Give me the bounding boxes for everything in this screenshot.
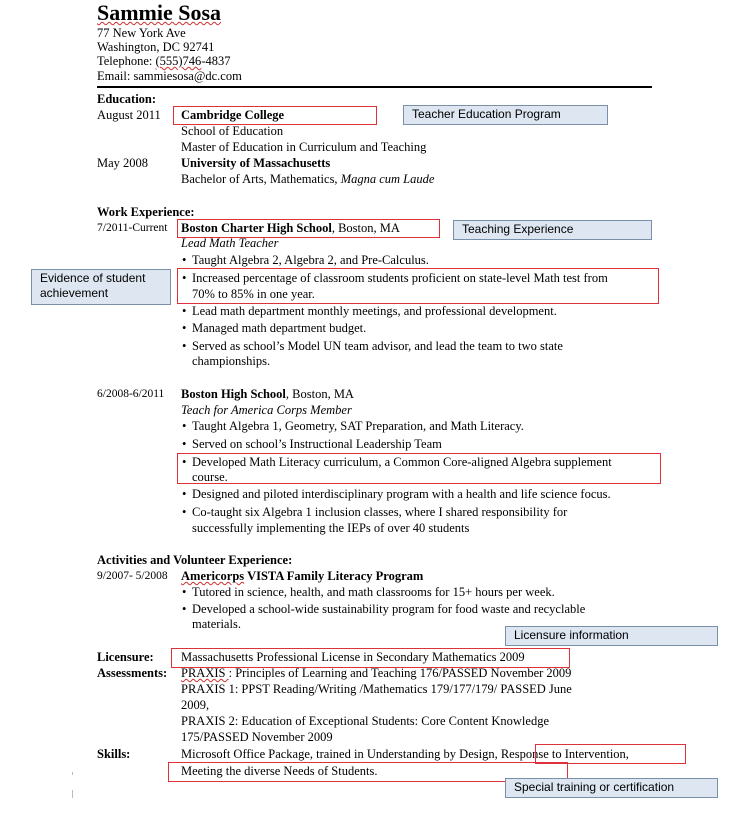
callout-teacher-education: Teacher Education Program: [403, 105, 608, 125]
activities-org: Americorps VISTA Family Literacy Program: [181, 569, 424, 583]
margin-mark: [72, 790, 73, 798]
callout-teaching-experience: Teaching Experience: [453, 220, 652, 240]
job1-employer: Boston Charter High School, Boston, MA: [181, 221, 400, 235]
annotation-box-charter-school: [177, 219, 440, 238]
activities-date: 9/2007- 5/2008: [97, 570, 168, 582]
annotation-box-college: [173, 106, 377, 125]
margin-mark-small: [72, 772, 73, 775]
skills-line-2: Meeting the diverse Needs of Students.: [181, 764, 378, 778]
education-heading: Education:: [97, 92, 157, 106]
education-detail-1a: School of Education: [181, 124, 284, 138]
callout-licensure: Licensure information: [505, 626, 718, 646]
annotation-box-response-intervention: [535, 744, 686, 764]
callout-student-achievement: Evidence of student achievement: [31, 269, 171, 305]
job1-bullet-1: • Taught Algebra 2, Algebra 2, and Pre-Calculus.: [192, 253, 429, 268]
job1-bullet-2-cont: 70% to 85% in one year.: [192, 287, 315, 301]
education-school-1: Cambridge College: [181, 108, 285, 122]
job2-employer: Boston High School, Boston, MA: [181, 387, 354, 401]
activities-bullet-2-cont: materials.: [192, 617, 241, 631]
activities-heading: Activities and Volunteer Experience:: [97, 553, 293, 567]
job2-bullet-2: • Served on school’s Instructional Leadership Team: [192, 437, 442, 452]
telephone: Telephone: (555)746-4837: [97, 54, 231, 68]
job2-bullet-1: • Taught Algebra 1, Geometry, SAT Preparation, and Math Literacy.: [192, 419, 524, 434]
job2-bullet-4: • Designed and piloted interdisciplinary program with a health and life science focus.: [192, 487, 611, 502]
education-detail-1b: Master of Education in Curriculum and Teaching: [181, 140, 427, 154]
assessments-line-2: PRAXIS 1: PPST Reading/Writing /Mathematics 179/177/179/ PASSED June: [181, 682, 572, 696]
job1-bullet-3: • Lead math department monthly meetings, and professional development.: [192, 304, 557, 319]
header-divider: [97, 86, 652, 88]
assessments-heading: Assessments:: [97, 666, 168, 680]
job2-bullet-3-cont: course.: [192, 470, 228, 484]
job2-bullet-5: • Co-taught six Algebra 1 inclusion classes, where I shared responsibility for: [192, 505, 567, 520]
assessments-line-4: PRAXIS 2: Education of Exceptional Students: Core Content Knowledge: [181, 714, 550, 728]
education-date-1: August 2011: [97, 108, 161, 122]
annotation-box-curriculum: [177, 453, 661, 484]
annotation-box-student-achievement: [177, 268, 659, 304]
job1-bullet-5: • Served as school’s Model UN team advisor, and lead the team to two state: [192, 339, 563, 354]
activities-bullet-1: • Tutored in science, health, and math classrooms for 15+ hours per week.: [192, 585, 555, 600]
skills-line-1: Microsoft Office Package, trained in Understanding by Design, Response to Intervention,: [181, 747, 629, 761]
work-heading: Work Experience:: [97, 205, 195, 219]
job2-bullet-3: • Developed Math Literacy curriculum, a Common Core-aligned Algebra supplement: [192, 455, 612, 470]
job2-bullet-5-cont: successfully implementing the IEPs of over 40 students: [192, 521, 470, 535]
job1-bullet-2: • Increased percentage of classroom students proficient on state-level Math test from: [192, 271, 608, 286]
job1-date: 7/2011-Current: [97, 222, 168, 234]
education-date-2: May 2008: [97, 156, 149, 170]
annotation-box-licensure: [171, 648, 570, 668]
job1-bullet-4: • Managed math department budget.: [192, 321, 366, 336]
callout-special-training: Special training or certification: [505, 778, 718, 798]
job1-title: Lead Math Teacher: [181, 236, 279, 250]
resume-name: Sammie Sosa: [97, 0, 222, 25]
licensure-heading: Licensure:: [97, 650, 154, 664]
skills-heading: Skills:: [97, 747, 131, 761]
address-line-1: 77 New York Ave: [97, 26, 186, 40]
licensure-text: Massachusetts Professional License in Secondary Mathematics 2009: [181, 650, 525, 664]
assessments-line-1: PRAXIS : Principles of Learning and Teaching 176/PASSED November 2009: [181, 666, 572, 680]
assessments-line-3: 2009,: [181, 698, 210, 712]
activities-bullet-2: • Developed a school-wide sustainability program for food waste and recyclable: [192, 602, 585, 617]
address-line-2: Washington, DC 92741: [97, 40, 215, 54]
education-detail-2: Bachelor of Arts, Mathematics, Magna cum Laude: [181, 172, 435, 186]
job2-title: Teach for America Corps Member: [181, 403, 352, 417]
job1-bullet-5-cont: championships.: [192, 354, 271, 368]
job2-date: 6/2008-6/2011: [97, 388, 165, 400]
education-school-2: University of Massachusetts: [181, 156, 331, 170]
email: Email: sammiesosa@dc.com: [97, 69, 242, 83]
assessments-line-5: 175/PASSED November 2009: [181, 730, 333, 744]
